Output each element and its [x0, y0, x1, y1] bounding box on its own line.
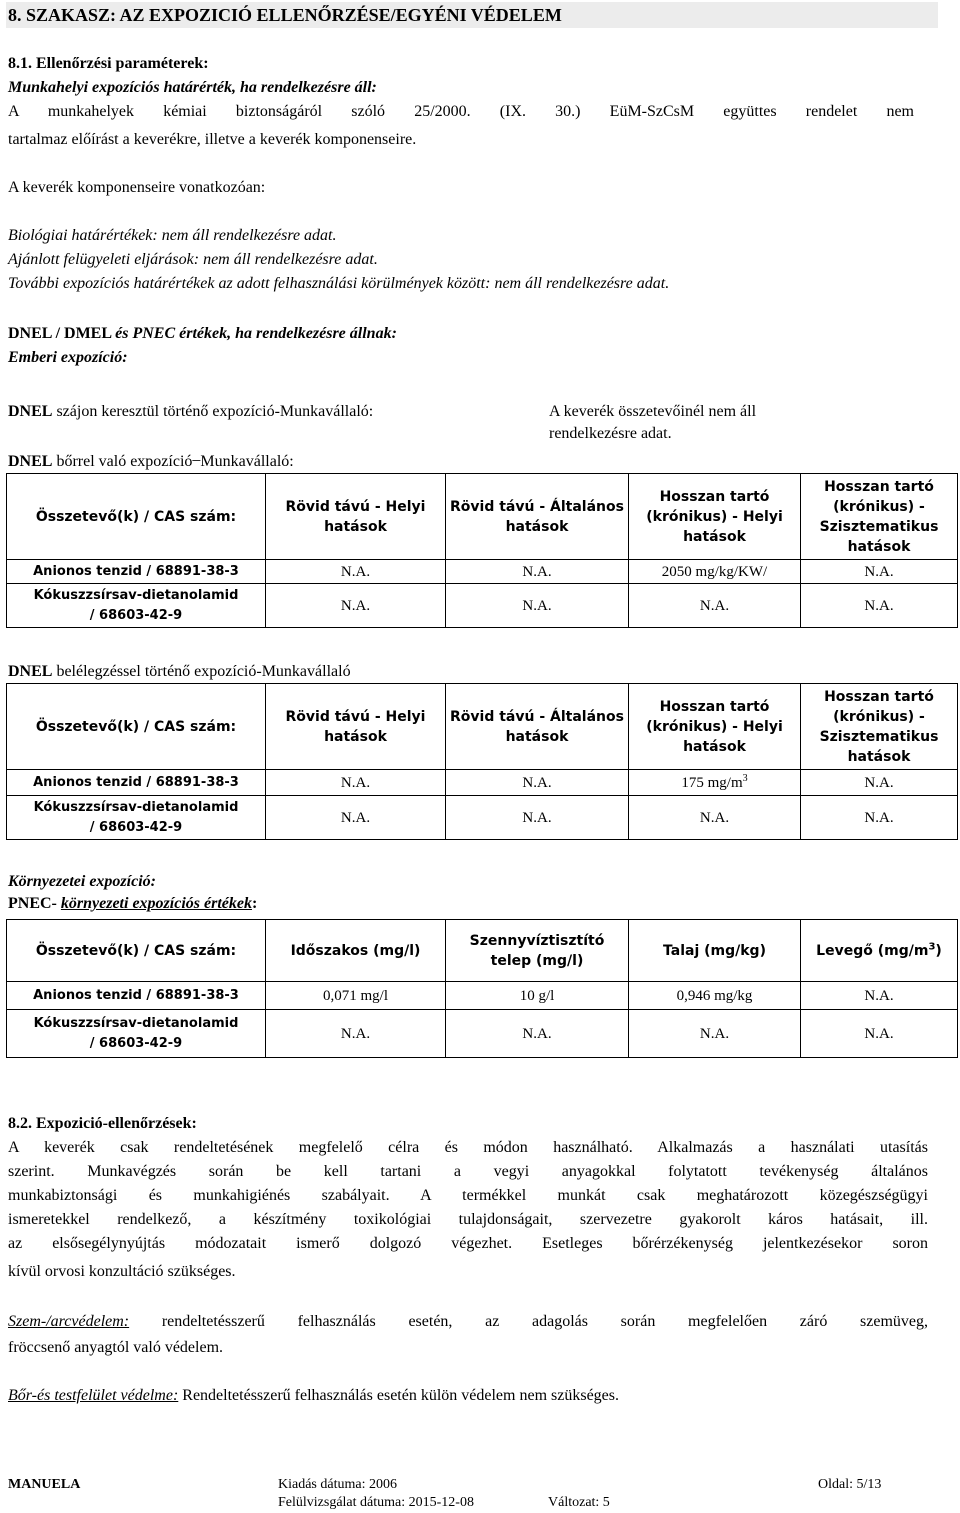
table-header: Szennyvíztisztító telep (mg/l) — [446, 920, 629, 982]
table-cell: N.A. — [629, 796, 801, 840]
footer-brand: MANUELA — [8, 1477, 81, 1492]
biological-limits: Biológiai határértékek: nem áll rendelkezésre adat. — [8, 227, 337, 244]
component-name: Kókuszzsírsav-dietanolamid / 68603-42-9 — [7, 1010, 266, 1058]
control-para-line-5: az elsősegélynyújtás módozatait ismerő dolgozó végezhet. Esetleges bőrérzékenység jelentkezésekor soron — [8, 1235, 928, 1252]
human-exposure-heading: Emberi expozíció: — [8, 349, 128, 366]
subsection-8-1-heading: 8.1. Ellenőrzési paraméterek: — [8, 55, 209, 72]
further-limits: További expozíciós határértékek az adott felhasználási körülmények között: nem áll rendelkezésre adat. — [8, 275, 670, 292]
regulation-line-1: A munkahelyek kémiai biztonságáról szóló 25/2000. (IX. 30.) EüM-SzCsM együttes rendelet nem — [8, 103, 914, 120]
table-header: Rövid távú - Helyi hatások — [266, 684, 446, 770]
table-header: Rövid távú - Általános hatások — [446, 474, 629, 560]
table-header: Összetevő(k) / CAS szám: — [7, 920, 266, 982]
section-title: 8. SZAKASZ: AZ EXPOZICIÓ ELLENŐRZÉSE/EGYÉNI VÉDELEM — [8, 5, 562, 25]
table-cell: 0,071 mg/l — [266, 982, 446, 1010]
table-row — [7, 584, 958, 628]
table-cell: N.A. — [629, 1010, 801, 1058]
control-para-line-1: A keverék csak rendeltetésének megfelelő célra és módon használható. Alkalmazás a használati utasítás — [8, 1139, 928, 1156]
table-header: Összetevő(k) / CAS szám: — [7, 474, 266, 560]
env-exposure-heading: Környezetei expozíció: — [8, 873, 156, 890]
skin-protection: Bőr-és testfelület védelme: Rendeltetésszerű felhasználás esetén külön védelem nem szükséges. — [8, 1387, 620, 1404]
table-header: Rövid távú - Helyi hatások — [266, 474, 446, 560]
table-header: Hosszan tartó (krónikus) - Helyi hatások — [629, 684, 801, 770]
table-header: Időszakos (mg/l) — [266, 920, 446, 982]
workplace-limit-heading: Munkahelyi expozíciós határérték, ha rendelkezésre áll: — [8, 79, 377, 96]
table-cell: 0,946 mg/kg — [629, 982, 801, 1010]
table-cell: N.A. — [629, 584, 801, 628]
table-cell: N.A. — [266, 560, 446, 584]
table-row — [7, 1010, 958, 1058]
footer-issue-date: Kiadás dátuma: 2006 — [278, 1477, 397, 1492]
table-cell: N.A. — [446, 584, 629, 628]
table-cell: N.A. — [801, 982, 958, 1010]
table-cell: 10 g/l — [446, 982, 629, 1010]
table-cell: N.A. — [266, 796, 446, 840]
table-cell: N.A. — [266, 770, 446, 796]
eye-protection-line-1: Szem-/arcvédelem: rendeltetésszerű felhasználás esetén, az adagolás során megfelelően záró szemüveg, — [8, 1313, 928, 1330]
table-cell: N.A. — [266, 1010, 446, 1058]
table-header: Összetevő(k) / CAS szám: — [7, 684, 266, 770]
table-row — [7, 982, 958, 1010]
table-cell: 2050 mg/kg/KW/ — [629, 560, 801, 584]
dnel-dmel-heading: DNEL / DMEL és PNEC értékek, ha rendelkezésre állnak: — [8, 325, 397, 342]
table-cell: N.A. — [801, 1010, 958, 1058]
regulation-line-2: tartalmaz előírást a keverékre, illetve a keverék komponenseire. — [8, 131, 417, 148]
component-name: Anionos tenzid / 68891-38-3 — [7, 770, 266, 796]
control-para-line-6: kívül orvosi konzultáció szükséges. — [8, 1263, 236, 1280]
pnec-table — [6, 919, 958, 1058]
control-para-line-4: ismeretekkel rendelkező, a készítmény toxikológiai tulajdonságait, szervezetre gyakorolt káros hatásait, ill. — [8, 1211, 928, 1228]
dnel-oral-value-2: rendelkezésre adat. — [549, 425, 672, 442]
table-row — [7, 560, 958, 584]
table-cell: N.A. — [801, 796, 958, 840]
component-name: Kókuszzsírsav-dietanolamid / 68603-42-9 — [7, 584, 266, 628]
component-name: Kókuszzsírsav-dietanolamid / 68603-42-9 — [7, 796, 266, 840]
footer-page-number: Oldal: 5/13 — [818, 1477, 882, 1492]
footer-review-date: Felülvizsgálat dátuma: 2015-12-08 — [278, 1495, 474, 1510]
table-header: Hosszan tartó (krónikus) - Szisztematikus hatások — [801, 474, 958, 560]
dnel-oral-value-1: A keverék összetevőinél nem áll — [549, 403, 757, 420]
component-name: Anionos tenzid / 68891-38-3 — [7, 982, 266, 1010]
table-cell: N.A. — [446, 560, 629, 584]
components-intro: A keverék komponenseire vonatkozóan: — [8, 179, 266, 196]
table-cell: 175 $mg/m^3$ — [629, 770, 801, 796]
table-cell: N.A. — [801, 770, 958, 796]
footer-version: Változat: 5 — [548, 1495, 610, 1510]
component-name: Anionos tenzid / 68891-38-3 — [7, 560, 266, 584]
table-header: Hosszan tartó (krónikus) - Helyi hatások — [629, 474, 801, 560]
control-para-line-2: szerint. Munkavégzés során be kell tartani a vegyi anyagokkal folytatott tevékenység általános — [8, 1163, 928, 1180]
table-header: Talaj (mg/kg) — [629, 920, 801, 982]
subsection-8-2-heading: 8.2. Expozició-ellenőrzések: — [8, 1115, 197, 1132]
pnec-heading: PNEC- környezeti expozíciós értékek: — [8, 895, 258, 912]
table-header: Hosszan tartó (krónikus) - Szisztematikus hatások — [801, 684, 958, 770]
table-cell: N.A. — [801, 584, 958, 628]
table-cell: N.A. — [446, 796, 629, 840]
dnel-oral-label: DNEL szájon keresztül történő expozíció-Munkavállaló: — [8, 403, 374, 420]
table-row — [7, 796, 958, 840]
dnel-dermal-table — [6, 473, 958, 628]
table-header: Rövid távú - Általános hatások — [446, 684, 629, 770]
table-header: Levegő $(mg/m^3)$ — [801, 920, 958, 982]
table-row — [7, 770, 958, 796]
control-para-line-3: munkabiztonsági és munkahigiénés szabályait. A termékkel munkát csak meghatározott közegészségügyi — [8, 1187, 928, 1204]
table-cell: N.A. — [446, 1010, 629, 1058]
dnel-dermal-label: DNEL bőrrel való expozíció ̶ Munkavállaló: — [8, 453, 294, 470]
eye-protection-line-2: fröccsenő anyagtól való védelem. — [8, 1339, 224, 1356]
table-cell: N.A. — [446, 770, 629, 796]
dnel-inhalation-label: DNEL belélegzéssel történő expozíció-Munkavállaló — [8, 663, 351, 680]
table-cell: N.A. — [266, 584, 446, 628]
monitoring-procedures: Ajánlott felügyeleti eljárások: nem áll rendelkezésre adat. — [8, 251, 378, 268]
section-header-bar — [6, 2, 938, 28]
dnel-inhalation-table — [6, 683, 958, 840]
table-cell: N.A. — [801, 560, 958, 584]
